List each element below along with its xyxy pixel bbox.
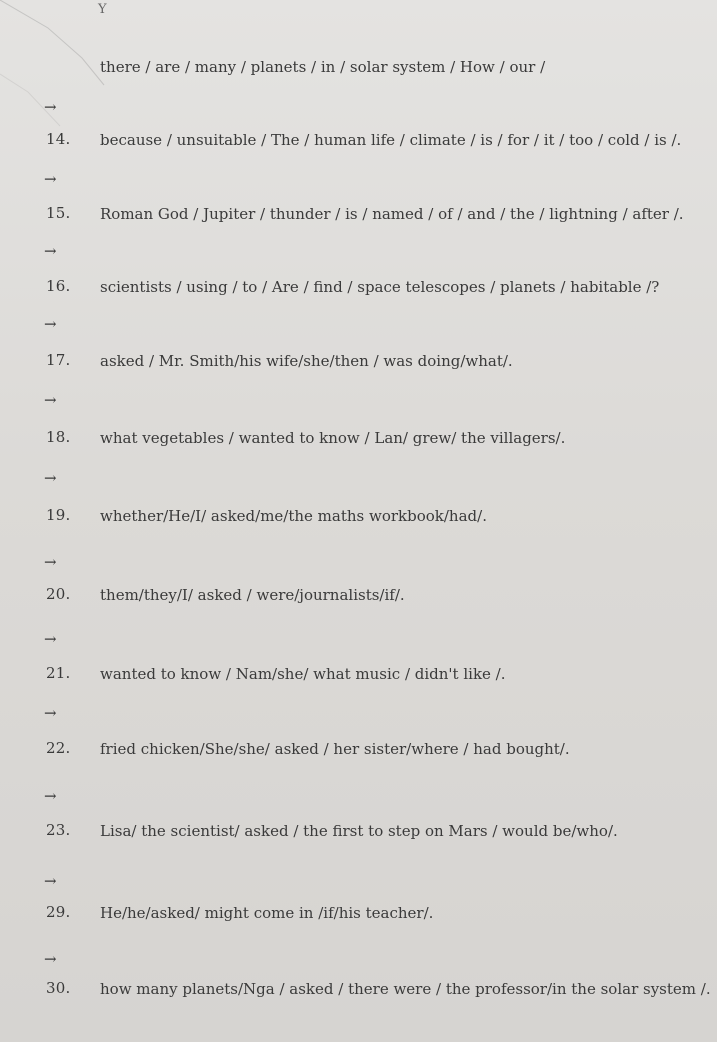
exercise-number: 18. [46, 428, 71, 446]
exercise-text: wanted to know / Nam/she/ what music / didn't like /. [100, 665, 506, 683]
exercise-text: them/they/I/ asked / were/journalists/if/. [100, 586, 405, 604]
answer-arrow-icon: → [44, 391, 57, 409]
answer-arrow-icon: → [44, 553, 57, 571]
answer-arrow-icon: → [44, 242, 57, 260]
exercise-text: Lisa/ the scientist/ asked / the first to step on Mars / would be/who/. [100, 822, 618, 840]
answer-arrow-icon: → [44, 787, 57, 805]
answer-arrow-icon: → [44, 872, 57, 890]
answer-arrow-icon: → [44, 170, 57, 188]
exercise-number: 20. [46, 585, 71, 603]
answer-arrow-icon: → [44, 704, 57, 722]
exercise-text: Roman God / Jupiter / thunder / is / named / of / and / the / lightning / after /. [100, 205, 684, 223]
exercise-number: 29. [46, 903, 71, 921]
exercise-number: 30. [46, 979, 71, 997]
exercise-number: 19. [46, 506, 71, 524]
partial-top-mark: Y [98, 2, 107, 17]
answer-arrow-icon: → [44, 630, 57, 648]
answer-arrow-icon: → [44, 469, 57, 487]
exercise-number: 14. [46, 130, 71, 148]
exercise-text: what vegetables / wanted to know / Lan/ grew/ the villagers/. [100, 429, 566, 447]
exercise-text: whether/He/I/ asked/me/the maths workbook/had/. [100, 507, 487, 525]
exercise-number: 22. [46, 739, 71, 757]
exercise-text: asked / Mr. Smith/his wife/she/then / was doing/what/. [100, 352, 513, 370]
answer-arrow-icon: → [44, 315, 57, 333]
exercise-text: scientists / using / to / Are / find / space telescopes / planets / habitable /? [100, 278, 660, 296]
exercise-text: He/he/asked/ might come in /if/his teacher/. [100, 904, 434, 922]
exercise-text: because / unsuitable / The / human life / climate / is / for / it / too / cold / is /. [100, 131, 682, 149]
answer-arrow-icon: → [44, 98, 57, 116]
exercise-text: there / are / many / planets / in / solar system / How / our / [100, 58, 546, 76]
exercise-number: 23. [46, 821, 71, 839]
exercise-text: how many planets/Nga / asked / there were / the professor/in the solar system /. [100, 980, 711, 998]
exercise-number: 16. [46, 277, 71, 295]
exercise-number: 21. [46, 664, 71, 682]
answer-arrow-icon: → [44, 950, 57, 968]
exercise-text: fried chicken/She/she/ asked / her sister/where / had bought/. [100, 740, 570, 758]
exercise-number: 15. [46, 204, 71, 222]
exercise-number: 17. [46, 351, 71, 369]
